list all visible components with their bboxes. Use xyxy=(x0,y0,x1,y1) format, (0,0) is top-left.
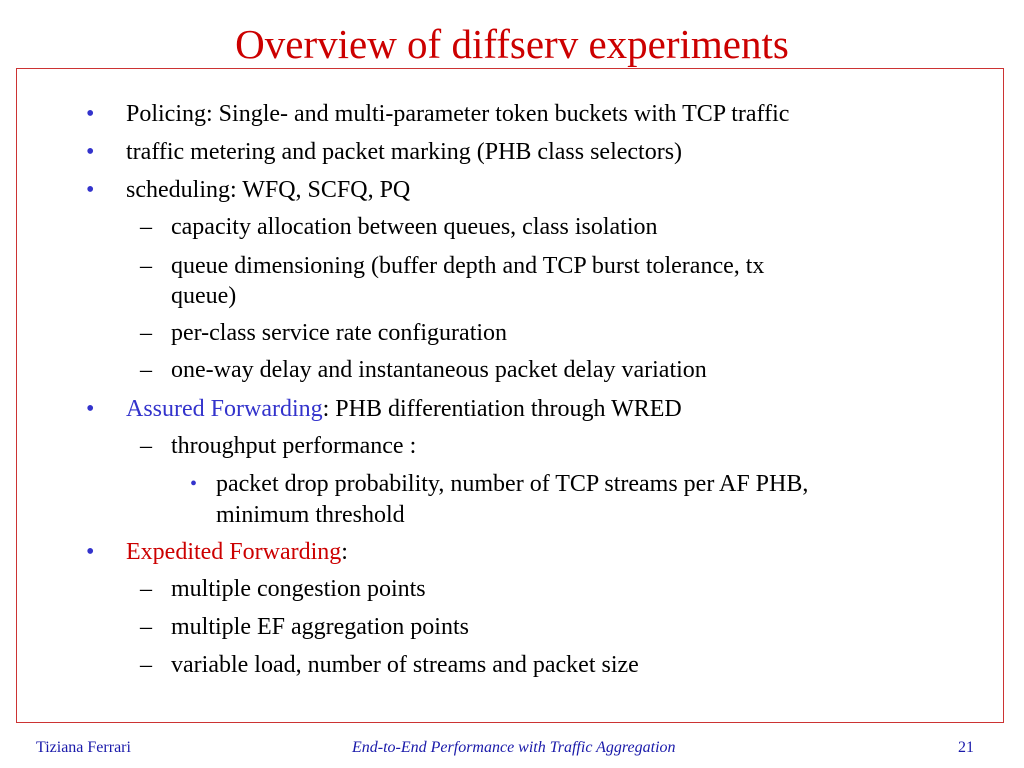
bullet-assured-forwarding xyxy=(126,393,682,425)
dash-icon: – xyxy=(140,253,152,279)
sub-multiple-congestion-points: multiple congestion points xyxy=(171,576,426,602)
bullet-icon: • xyxy=(86,177,95,203)
dash-icon: – xyxy=(140,652,152,678)
sub-per-class-service-rate: per-class service rate configuration xyxy=(171,320,508,346)
slide-title: Overview of diffserv experiments xyxy=(235,21,789,67)
sub-multiple-ef-aggregation: multiple EF aggregation points xyxy=(171,614,469,640)
bullet-scheduling: scheduling: WFQ, SCFQ, PQ xyxy=(126,177,411,203)
sub-one-way-delay: one-way delay and instantaneous packet delay variation xyxy=(171,357,707,383)
assured-forwarding-text: : PHB differentiation through WRED xyxy=(322,396,682,422)
expedited-forwarding-link[interactable]: Expedited Forwarding xyxy=(126,539,342,565)
expedited-forwarding-text: : xyxy=(341,539,348,565)
bullet-icon: • xyxy=(86,539,95,565)
dash-icon: – xyxy=(140,614,152,640)
bullet-traffic-metering: traffic metering and packet marking (PHB class selectors) xyxy=(126,139,683,165)
bullet-icon: • xyxy=(86,139,95,165)
sub-queue-dimensioning-line1: queue dimensioning (buffer depth and TCP burst tolerance, tx xyxy=(171,253,765,279)
sub-variable-load: variable load, number of streams and packet size xyxy=(171,652,639,678)
bullet-expedited-forwarding xyxy=(126,536,348,568)
dash-icon: – xyxy=(140,433,152,459)
dash-icon: – xyxy=(140,576,152,602)
bullet-icon: • xyxy=(190,473,198,495)
dash-icon: – xyxy=(140,214,152,240)
footer-page-number: 21 xyxy=(958,739,974,756)
assured-forwarding-link[interactable]: Assured Forwarding xyxy=(126,396,323,422)
bullet-icon: • xyxy=(86,101,95,127)
subsub-packet-drop-line1: packet drop probability, number of TCP streams per AF PHB, xyxy=(216,471,809,497)
bullet-icon: • xyxy=(86,396,95,422)
sub-queue-dimensioning-line2: queue) xyxy=(171,283,237,309)
footer-talk-title: End-to-End Performance with Traffic Aggregation xyxy=(352,739,676,756)
footer-author: Tiziana Ferrari xyxy=(36,739,131,756)
sub-capacity-allocation: capacity allocation between queues, class isolation xyxy=(171,214,658,240)
dash-icon: – xyxy=(140,320,152,346)
sub-throughput-performance: throughput performance : xyxy=(171,433,417,459)
bullet-policing: Policing: Single- and multi-parameter token buckets with TCP traffic xyxy=(126,101,790,127)
subsub-packet-drop-line2: minimum threshold xyxy=(216,502,405,528)
dash-icon: – xyxy=(140,357,152,383)
